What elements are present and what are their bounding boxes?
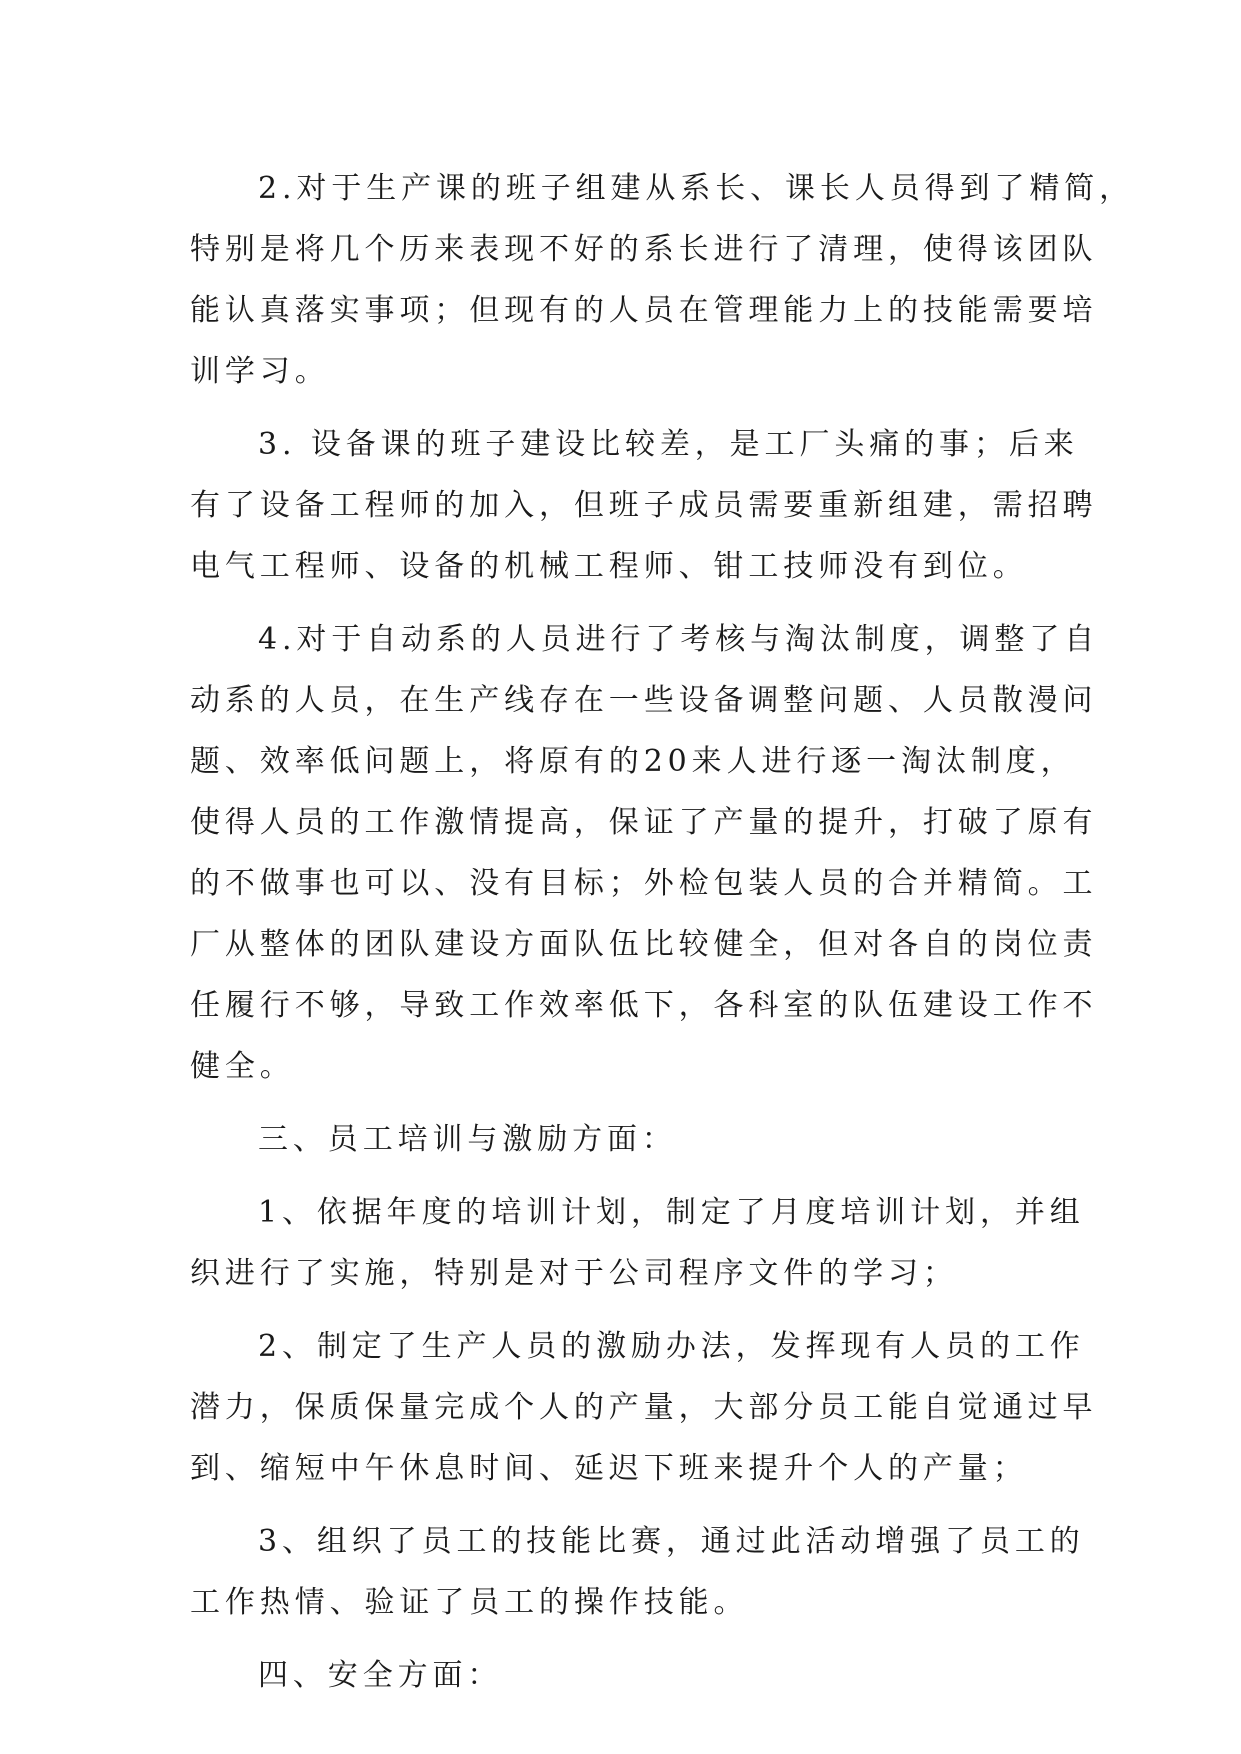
text-line: 工作热情、验证了员工的操作技能。 — [190, 1585, 749, 1620]
text-line: 有了设备工程师的加入，但班子成员需要重新组建，需招聘 — [190, 488, 1098, 523]
paragraph-training-plan — [190, 1182, 1085, 1304]
text-line: 的不做事也可以、没有目标；外检包装人员的合并精简。工 — [190, 866, 1098, 901]
text-line: 3. 设备课的班子建设比较差，是工厂头痛的事；后来 — [258, 427, 1079, 462]
paragraph-production-team — [190, 158, 1135, 402]
text-line: 织进行了实施，特别是对于公司程序文件的学习； — [190, 1256, 958, 1291]
text-line: 动系的人员，在生产线存在一些设备调整问题、人员散漫问 — [190, 683, 1098, 718]
text-line: 2、制定了生产人员的激励办法，发挥现有人员的工作 — [258, 1329, 1085, 1364]
text-line: 使得人员的工作激情提高，保证了产量的提升，打破了原有 — [190, 805, 1098, 840]
text-line: 特别是将几个历来表现不好的系长进行了清理，使得该团队 — [190, 232, 1098, 267]
text-line: 题、效率低问题上，将原有的20来人进行逐一淘汰制度， — [190, 744, 1076, 779]
paragraph-skills-contest — [190, 1511, 1085, 1633]
text-line: 4.对于自动系的人员进行了考核与淘汰制度，调整了自 — [258, 622, 1100, 657]
text-line: 厂从整体的团队建设方面队伍比较健全，但对各自的岗位责 — [190, 927, 1098, 962]
text-line: 1、依据年度的培训计划，制定了月度培训计划，并组 — [258, 1195, 1085, 1230]
text-line: 3、组织了员工的技能比赛，通过此活动增强了员工的 — [258, 1524, 1085, 1559]
section-heading: 四、安全方面： — [258, 1658, 503, 1693]
text-line: 任履行不够，导致工作效率低下，各科室的队伍建设工作不 — [190, 988, 1098, 1023]
text-line: 训学习。 — [190, 354, 330, 389]
text-line: 2.对于生产课的班子组建从系长、课长人员得到了精简， — [258, 171, 1135, 206]
text-line: 潜力，保质保量完成个人的产量，大部分员工能自觉通过早 — [190, 1390, 1098, 1425]
paragraph-automation-team — [190, 609, 1100, 1097]
text-line: 能认真落实事项；但现有的人员在管理能力上的技能需要培 — [190, 293, 1098, 328]
paragraph-equipment-team — [190, 414, 1098, 597]
document-body — [190, 158, 1135, 1706]
text-line: 电气工程师、设备的机械工程师、钳工技师没有到位。 — [190, 549, 1028, 584]
text-line: 健全。 — [190, 1049, 295, 1084]
section-heading-training — [190, 1109, 1070, 1170]
section-heading: 三、员工培训与激励方面： — [258, 1122, 677, 1157]
text-line: 到、缩短中午休息时间、延迟下班来提升个人的产量； — [190, 1451, 1028, 1486]
paragraph-incentives — [190, 1316, 1098, 1499]
section-heading-safety — [190, 1645, 1070, 1706]
